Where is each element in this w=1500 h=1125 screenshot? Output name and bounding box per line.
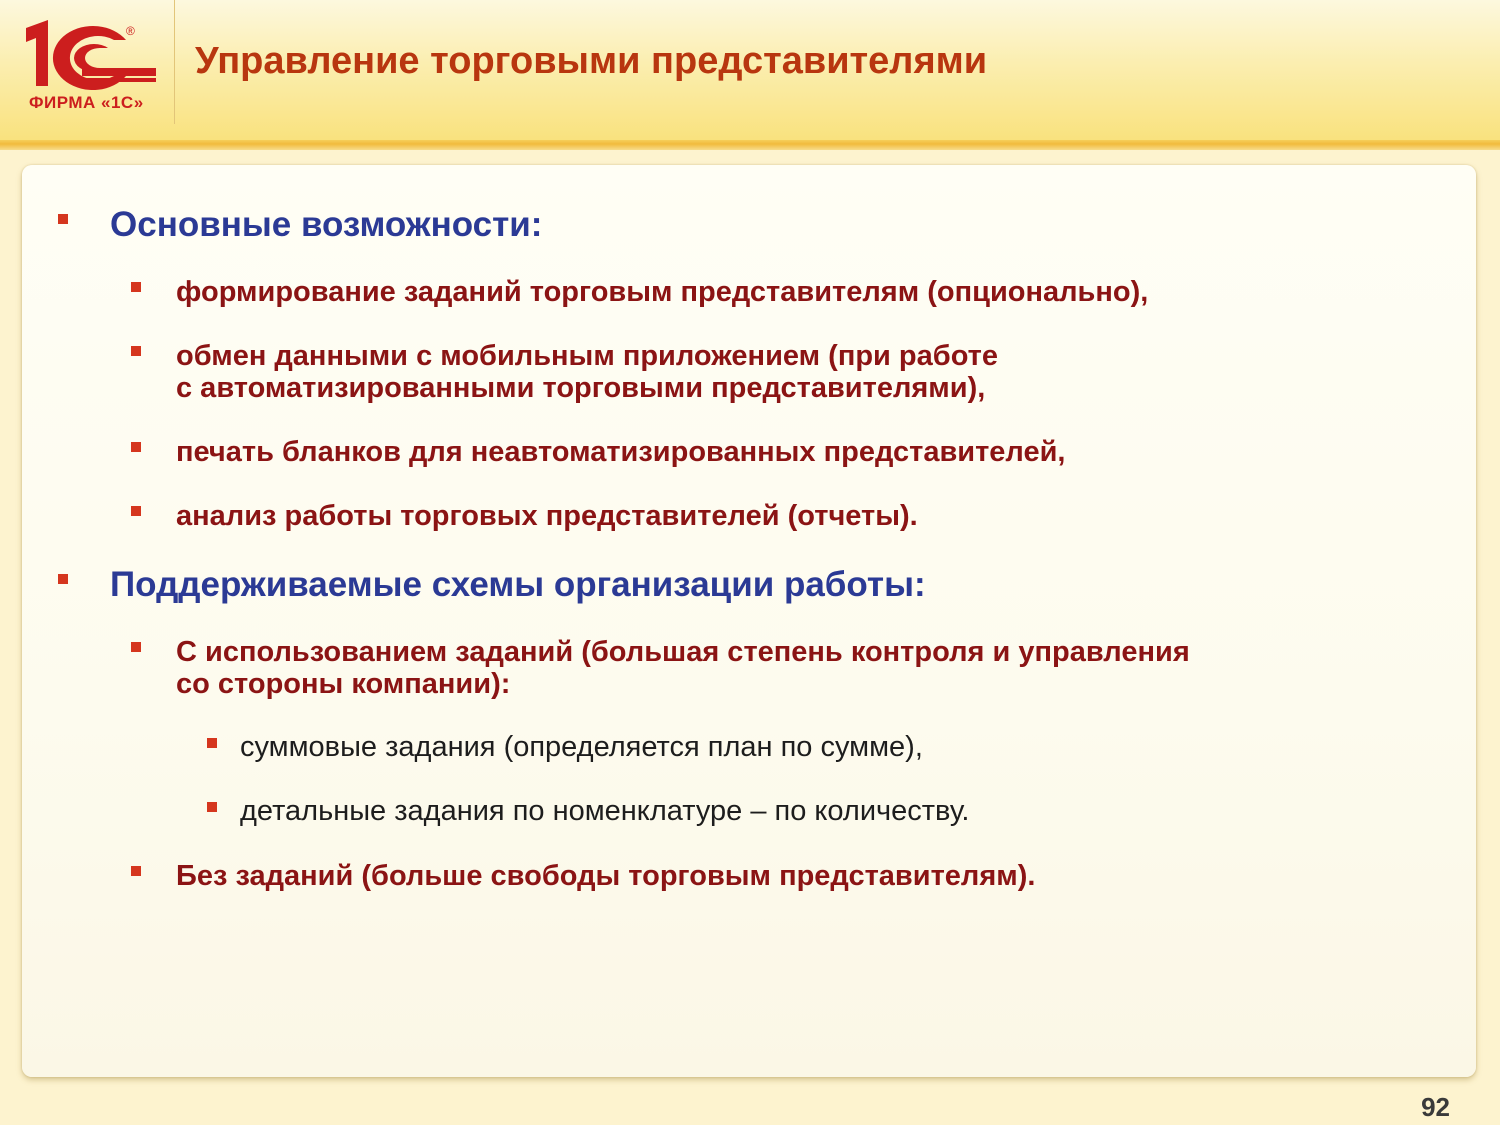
list-item <box>176 276 1148 308</box>
list-item-line: С использованием заданий (большая степень контроля и управления <box>176 636 1190 668</box>
bullet-icon <box>131 506 141 516</box>
bullet-icon <box>131 346 141 356</box>
list-item-line: обмен данными с мобильным приложением (при работе <box>176 340 999 372</box>
page-number: 92 <box>1421 1092 1450 1122</box>
bullet-icon <box>207 802 217 812</box>
list-item <box>176 860 1035 892</box>
list-item <box>176 500 918 532</box>
section-heading-features: Основные возможности: <box>110 205 543 244</box>
list-item <box>176 636 1190 700</box>
logo-caption: ФИРМА «1С» <box>29 93 144 112</box>
list-item-line: формирование заданий торговым представителям (опционально), <box>176 276 1149 308</box>
registered-mark: ® <box>126 24 135 38</box>
bullet-icon <box>131 442 141 452</box>
bullet-icon <box>58 574 68 584</box>
list-item <box>176 340 998 404</box>
list-item-line: анализ работы торговых представителей (отчеты). <box>176 500 918 532</box>
list-item-line: Без заданий (больше свободы торговым представителям). <box>176 860 1036 892</box>
section-heading-schemes: Поддерживаемые схемы организации работы: <box>110 565 926 604</box>
sub-list-item: детальные задания по номенклатуре – по количеству. <box>240 795 970 827</box>
list-item <box>176 436 1065 468</box>
sub-list-item: суммовые задания (определяется план по сумме), <box>240 731 923 763</box>
list-item-line: печать бланков для неавтоматизированных представителей, <box>176 436 1066 468</box>
header-divider <box>0 140 1500 150</box>
bullet-icon <box>131 282 141 292</box>
bullet-icon <box>58 214 68 224</box>
bullet-icon <box>131 866 141 876</box>
list-item-line: с автоматизированными торговыми представителями), <box>176 372 986 404</box>
logo-divider <box>174 0 175 124</box>
bullet-icon <box>207 738 217 748</box>
bullet-icon <box>131 642 141 652</box>
list-item-line: со стороны компании): <box>176 668 511 700</box>
page-title: Управление торговыми представителями <box>195 40 988 82</box>
logo-1c-mark-icon <box>18 18 168 98</box>
